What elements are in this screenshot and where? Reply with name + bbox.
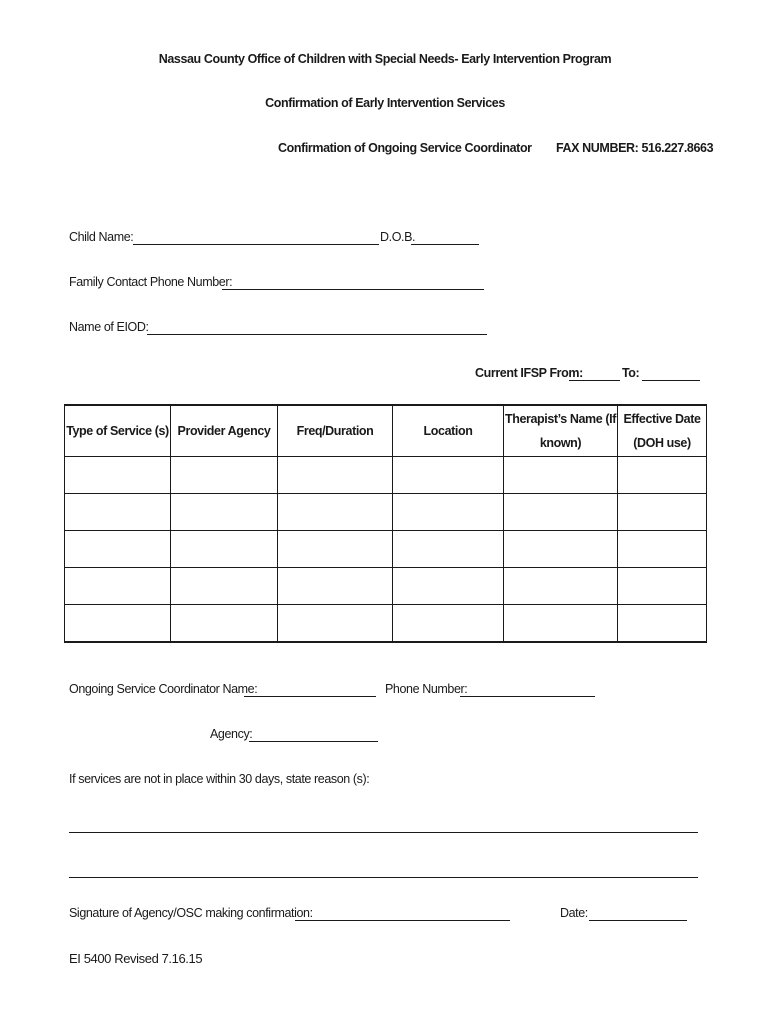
family-phone-label: Family Contact Phone Number: bbox=[69, 275, 233, 289]
table-cell[interactable] bbox=[618, 568, 707, 605]
form-subtitle: Confirmation of Early Intervention Services bbox=[265, 96, 505, 110]
table-cell[interactable] bbox=[65, 605, 171, 643]
col-header-therapist-name: Therapist’s Name (If known) bbox=[504, 405, 618, 457]
table-cell[interactable] bbox=[618, 494, 707, 531]
table-cell[interactable] bbox=[618, 605, 707, 643]
table-cell[interactable] bbox=[618, 457, 707, 494]
table-cell[interactable] bbox=[393, 531, 504, 568]
reason-field-line-2[interactable] bbox=[69, 877, 698, 878]
osc-phone-label: Phone Number: bbox=[385, 682, 468, 696]
dob-label: D.O.B. bbox=[380, 230, 416, 244]
eiod-label: Name of EIOD: bbox=[69, 320, 149, 334]
table-cell[interactable] bbox=[171, 568, 278, 605]
table-row bbox=[65, 457, 707, 494]
table-cell[interactable] bbox=[504, 605, 618, 643]
table-cell[interactable] bbox=[65, 457, 171, 494]
reason-field-line-1[interactable] bbox=[69, 832, 698, 833]
table-cell[interactable] bbox=[171, 457, 278, 494]
table-cell[interactable] bbox=[65, 494, 171, 531]
reason-label: If services are not in place within 30 days, state reason (s): bbox=[69, 772, 370, 786]
signature-label: Signature of Agency/OSC making confirmation: bbox=[69, 906, 313, 920]
child-name-label: Child Name: bbox=[69, 230, 134, 244]
table-cell[interactable] bbox=[278, 494, 393, 531]
signature-field[interactable] bbox=[295, 920, 510, 921]
osc-agency-label: Agency: bbox=[210, 727, 253, 741]
table-header-row bbox=[65, 405, 707, 457]
table-cell[interactable] bbox=[393, 457, 504, 494]
col-header-effective-date: Effective Date (DOH use) bbox=[618, 405, 707, 457]
table-row bbox=[65, 494, 707, 531]
table-cell[interactable] bbox=[278, 605, 393, 643]
eiod-field[interactable] bbox=[147, 334, 487, 335]
date-label: Date: bbox=[560, 906, 588, 920]
ifsp-to-label: To: bbox=[622, 366, 640, 380]
table-cell[interactable] bbox=[278, 531, 393, 568]
child-name-field[interactable] bbox=[133, 244, 379, 245]
services-table bbox=[64, 404, 707, 643]
table-cell[interactable] bbox=[278, 568, 393, 605]
osc-name-field[interactable] bbox=[244, 696, 376, 697]
ifsp-from-field[interactable] bbox=[569, 380, 620, 381]
col-header-provider-agency: Provider Agency bbox=[171, 405, 278, 457]
osc-agency-field[interactable] bbox=[249, 741, 378, 742]
table-cell[interactable] bbox=[171, 531, 278, 568]
table-cell[interactable] bbox=[504, 494, 618, 531]
table-cell[interactable] bbox=[171, 494, 278, 531]
table-cell[interactable] bbox=[278, 457, 393, 494]
date-field[interactable] bbox=[589, 920, 687, 921]
table-row bbox=[65, 568, 707, 605]
table-row bbox=[65, 605, 707, 643]
dob-field[interactable] bbox=[411, 244, 479, 245]
osc-name-label: Ongoing Service Coordinator Name: bbox=[69, 682, 258, 696]
table-cell[interactable] bbox=[504, 531, 618, 568]
col-header-type-of-service: Type of Service (s) bbox=[65, 405, 171, 457]
ifsp-from-label: Current IFSP From: bbox=[475, 366, 583, 380]
table-cell[interactable] bbox=[393, 568, 504, 605]
form-section-title: Confirmation of Ongoing Service Coordinator bbox=[278, 141, 532, 155]
fax-number: FAX NUMBER: 516.227.8663 bbox=[556, 141, 714, 155]
table-cell[interactable] bbox=[393, 494, 504, 531]
table-row bbox=[65, 531, 707, 568]
family-phone-field[interactable] bbox=[222, 289, 484, 290]
table-cell[interactable] bbox=[171, 605, 278, 643]
table-cell[interactable] bbox=[65, 531, 171, 568]
ifsp-to-field[interactable] bbox=[642, 380, 700, 381]
table-cell[interactable] bbox=[618, 531, 707, 568]
table-cell[interactable] bbox=[504, 568, 618, 605]
form-revision: EI 5400 Revised 7.16.15 bbox=[69, 951, 203, 966]
col-header-location: Location bbox=[393, 405, 504, 457]
table-cell[interactable] bbox=[393, 605, 504, 643]
table-cell[interactable] bbox=[65, 568, 171, 605]
col-header-freq-duration: Freq/Duration bbox=[278, 405, 393, 457]
form-title: Nassau County Office of Children with Special Needs- Early Intervention Program bbox=[158, 52, 612, 66]
table-cell[interactable] bbox=[504, 457, 618, 494]
osc-phone-field[interactable] bbox=[460, 696, 595, 697]
